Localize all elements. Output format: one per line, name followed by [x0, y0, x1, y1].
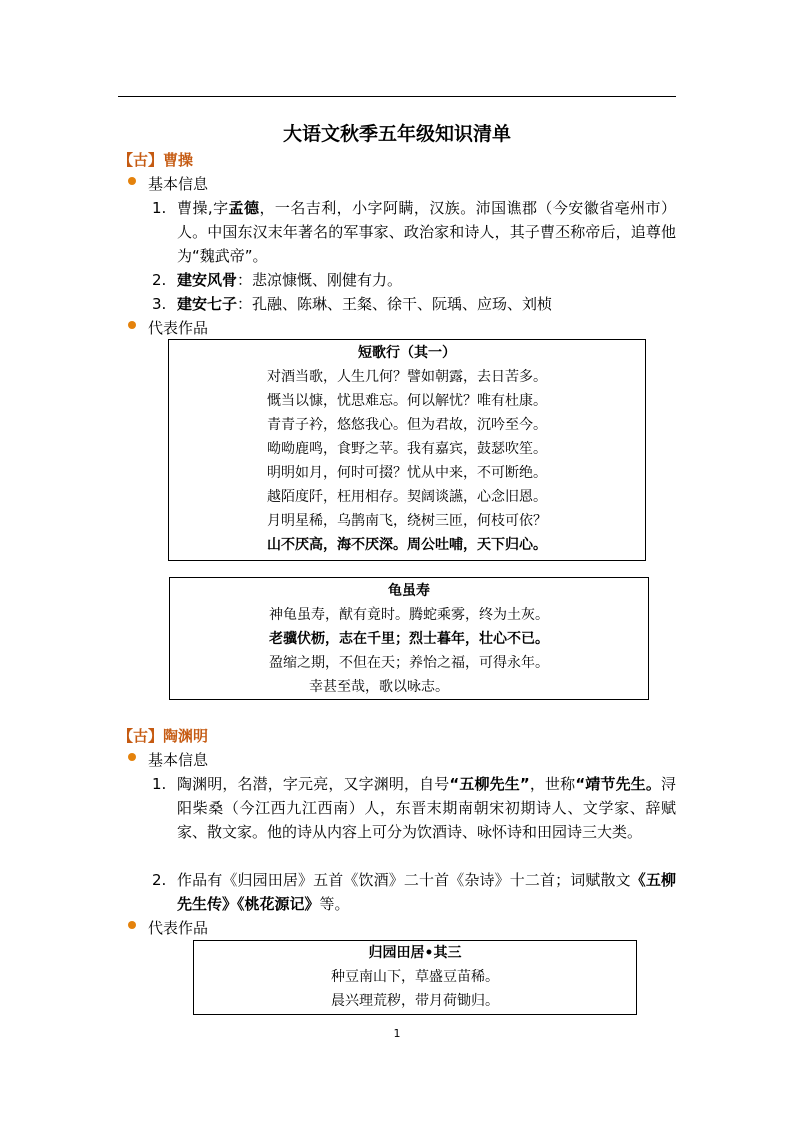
text-run: 陶渊明，名潜，字元亮，又字渊明，自号	[177, 775, 450, 793]
section-name: 陶渊明	[163, 727, 209, 745]
poem-line: 月明星稀，乌鹊南飞，绕树三匝，何枝可依？	[267, 513, 547, 529]
text-run: 作品有《归园田居》五首《饮酒》二十首《杂诗》十二首；词赋散文	[177, 871, 631, 889]
poem-line: 慨当以慷，忧思难忘。何以解忧？唯有杜康。	[267, 393, 547, 409]
poem-title: 归园田居•其三	[368, 945, 462, 961]
section-name: 曹操	[163, 151, 194, 169]
section-tag: 【古】	[118, 151, 164, 169]
text-run: ：孔融、陈琳、王粲、徐干、阮瑀、应玚、刘桢	[237, 295, 553, 313]
poem-line-highlight: 老骥伏枥，志在千里；烈士暮年，壮心不已。	[269, 631, 549, 647]
poem-line: 种豆南山下，草盛豆苗稀。	[331, 969, 499, 985]
section-tag: 【古】	[118, 727, 164, 745]
poem-line: 对酒当歌，人生几何？譬如朝露，去日苦多。	[267, 369, 547, 385]
poem-box-duangexing	[168, 339, 646, 561]
item-text	[177, 772, 676, 844]
text-run: 等。	[319, 895, 350, 913]
list-item	[152, 196, 676, 268]
item-number: 2.	[152, 271, 167, 289]
page-title: 大语文秋季五年级知识清单	[282, 123, 511, 145]
item-text	[177, 292, 676, 316]
item-text	[177, 868, 676, 916]
poem-line: 晨兴理荒秽，带月荷锄归。	[331, 993, 499, 1009]
list-item	[152, 772, 676, 844]
bullet-dot-icon	[128, 921, 136, 929]
text-run-bold: 建安风骨	[177, 271, 238, 289]
bullet-dot-icon	[128, 321, 136, 329]
poem-line: 明明如月，何时可掇？忧从中来，不可断绝。	[267, 465, 547, 481]
text-run: ，世称	[529, 775, 576, 793]
list-item	[152, 268, 676, 292]
item-number: 3.	[152, 295, 167, 313]
text-run: ，一名吉利，小字阿瞒，汉族。沛国谯郡（今安徽省亳州市）人。中国东汉末年著名的军事家、政治家和诗人，其子曹丕称帝后，追尊他为“魏武帝”。	[177, 199, 676, 265]
item-text	[177, 196, 676, 268]
bullet-label: 基本信息	[148, 751, 209, 769]
text-run-bold: “靖节先生。	[575, 775, 661, 793]
text-run: 曹操,字	[177, 199, 229, 217]
poem-line: 青青子衿，悠悠我心。但为君故，沉吟至今。	[267, 417, 547, 433]
bullet-dot-icon	[128, 177, 136, 185]
text-run-bold: 建安七子	[177, 295, 238, 313]
poem-line: 幸甚至哉，歌以咏志。	[309, 679, 449, 695]
text-run: ：悲凉慷慨、刚健有力。	[237, 271, 403, 289]
poem-line: 越陌度阡，枉用相存。契阔谈讌，心念旧恩。	[267, 489, 547, 505]
poem-title: 龟虽寿	[388, 583, 430, 599]
item-number: 1.	[152, 775, 167, 793]
poem-line-highlight: 山不厌高，海不厌深。周公吐哺，天下归心。	[267, 537, 547, 553]
text-run-bold: “五柳先生”	[449, 775, 530, 793]
poem-line: 神龟虽寿，猷有竟时。腾蛇乘雾，终为土灰。	[269, 607, 549, 623]
item-text	[177, 268, 676, 292]
poem-line: 盈缩之期，不但在天；养怡之福，可得永年。	[269, 655, 549, 671]
text-run-bold: 《五柳先生传》《桃花源记》	[177, 871, 676, 913]
item-number: 2.	[152, 871, 167, 889]
list-item	[152, 292, 676, 316]
text-run: 浔阳柴桑（今江西九江西南）人，东晋末期南朝宋初期诗人、文学家、辞赋家、散文家。他的诗从内容上可分为饮酒诗、咏怀诗和田园诗三大类。	[177, 775, 676, 841]
bullet-label: 代表作品	[148, 319, 209, 337]
header-rule	[118, 96, 676, 97]
page-number: 1	[393, 1027, 401, 1040]
poem-title: 短歌行（其一）	[358, 345, 456, 361]
bullet-dot-icon	[128, 753, 136, 761]
text-run-bold: 孟德	[228, 199, 260, 217]
poem-box-guiyuantianju	[193, 940, 637, 1015]
bullet-label: 基本信息	[148, 175, 209, 193]
section-heading-caocao	[118, 150, 193, 170]
item-number: 1.	[152, 199, 167, 217]
poem-box-guisuishou	[169, 577, 649, 700]
poem-line: 呦呦鹿鸣，食野之苹。我有嘉宾，鼓瑟吹笙。	[267, 441, 547, 457]
section-heading-taoyuanming	[118, 726, 208, 746]
list-item	[152, 868, 676, 916]
bullet-label: 代表作品	[148, 919, 209, 937]
